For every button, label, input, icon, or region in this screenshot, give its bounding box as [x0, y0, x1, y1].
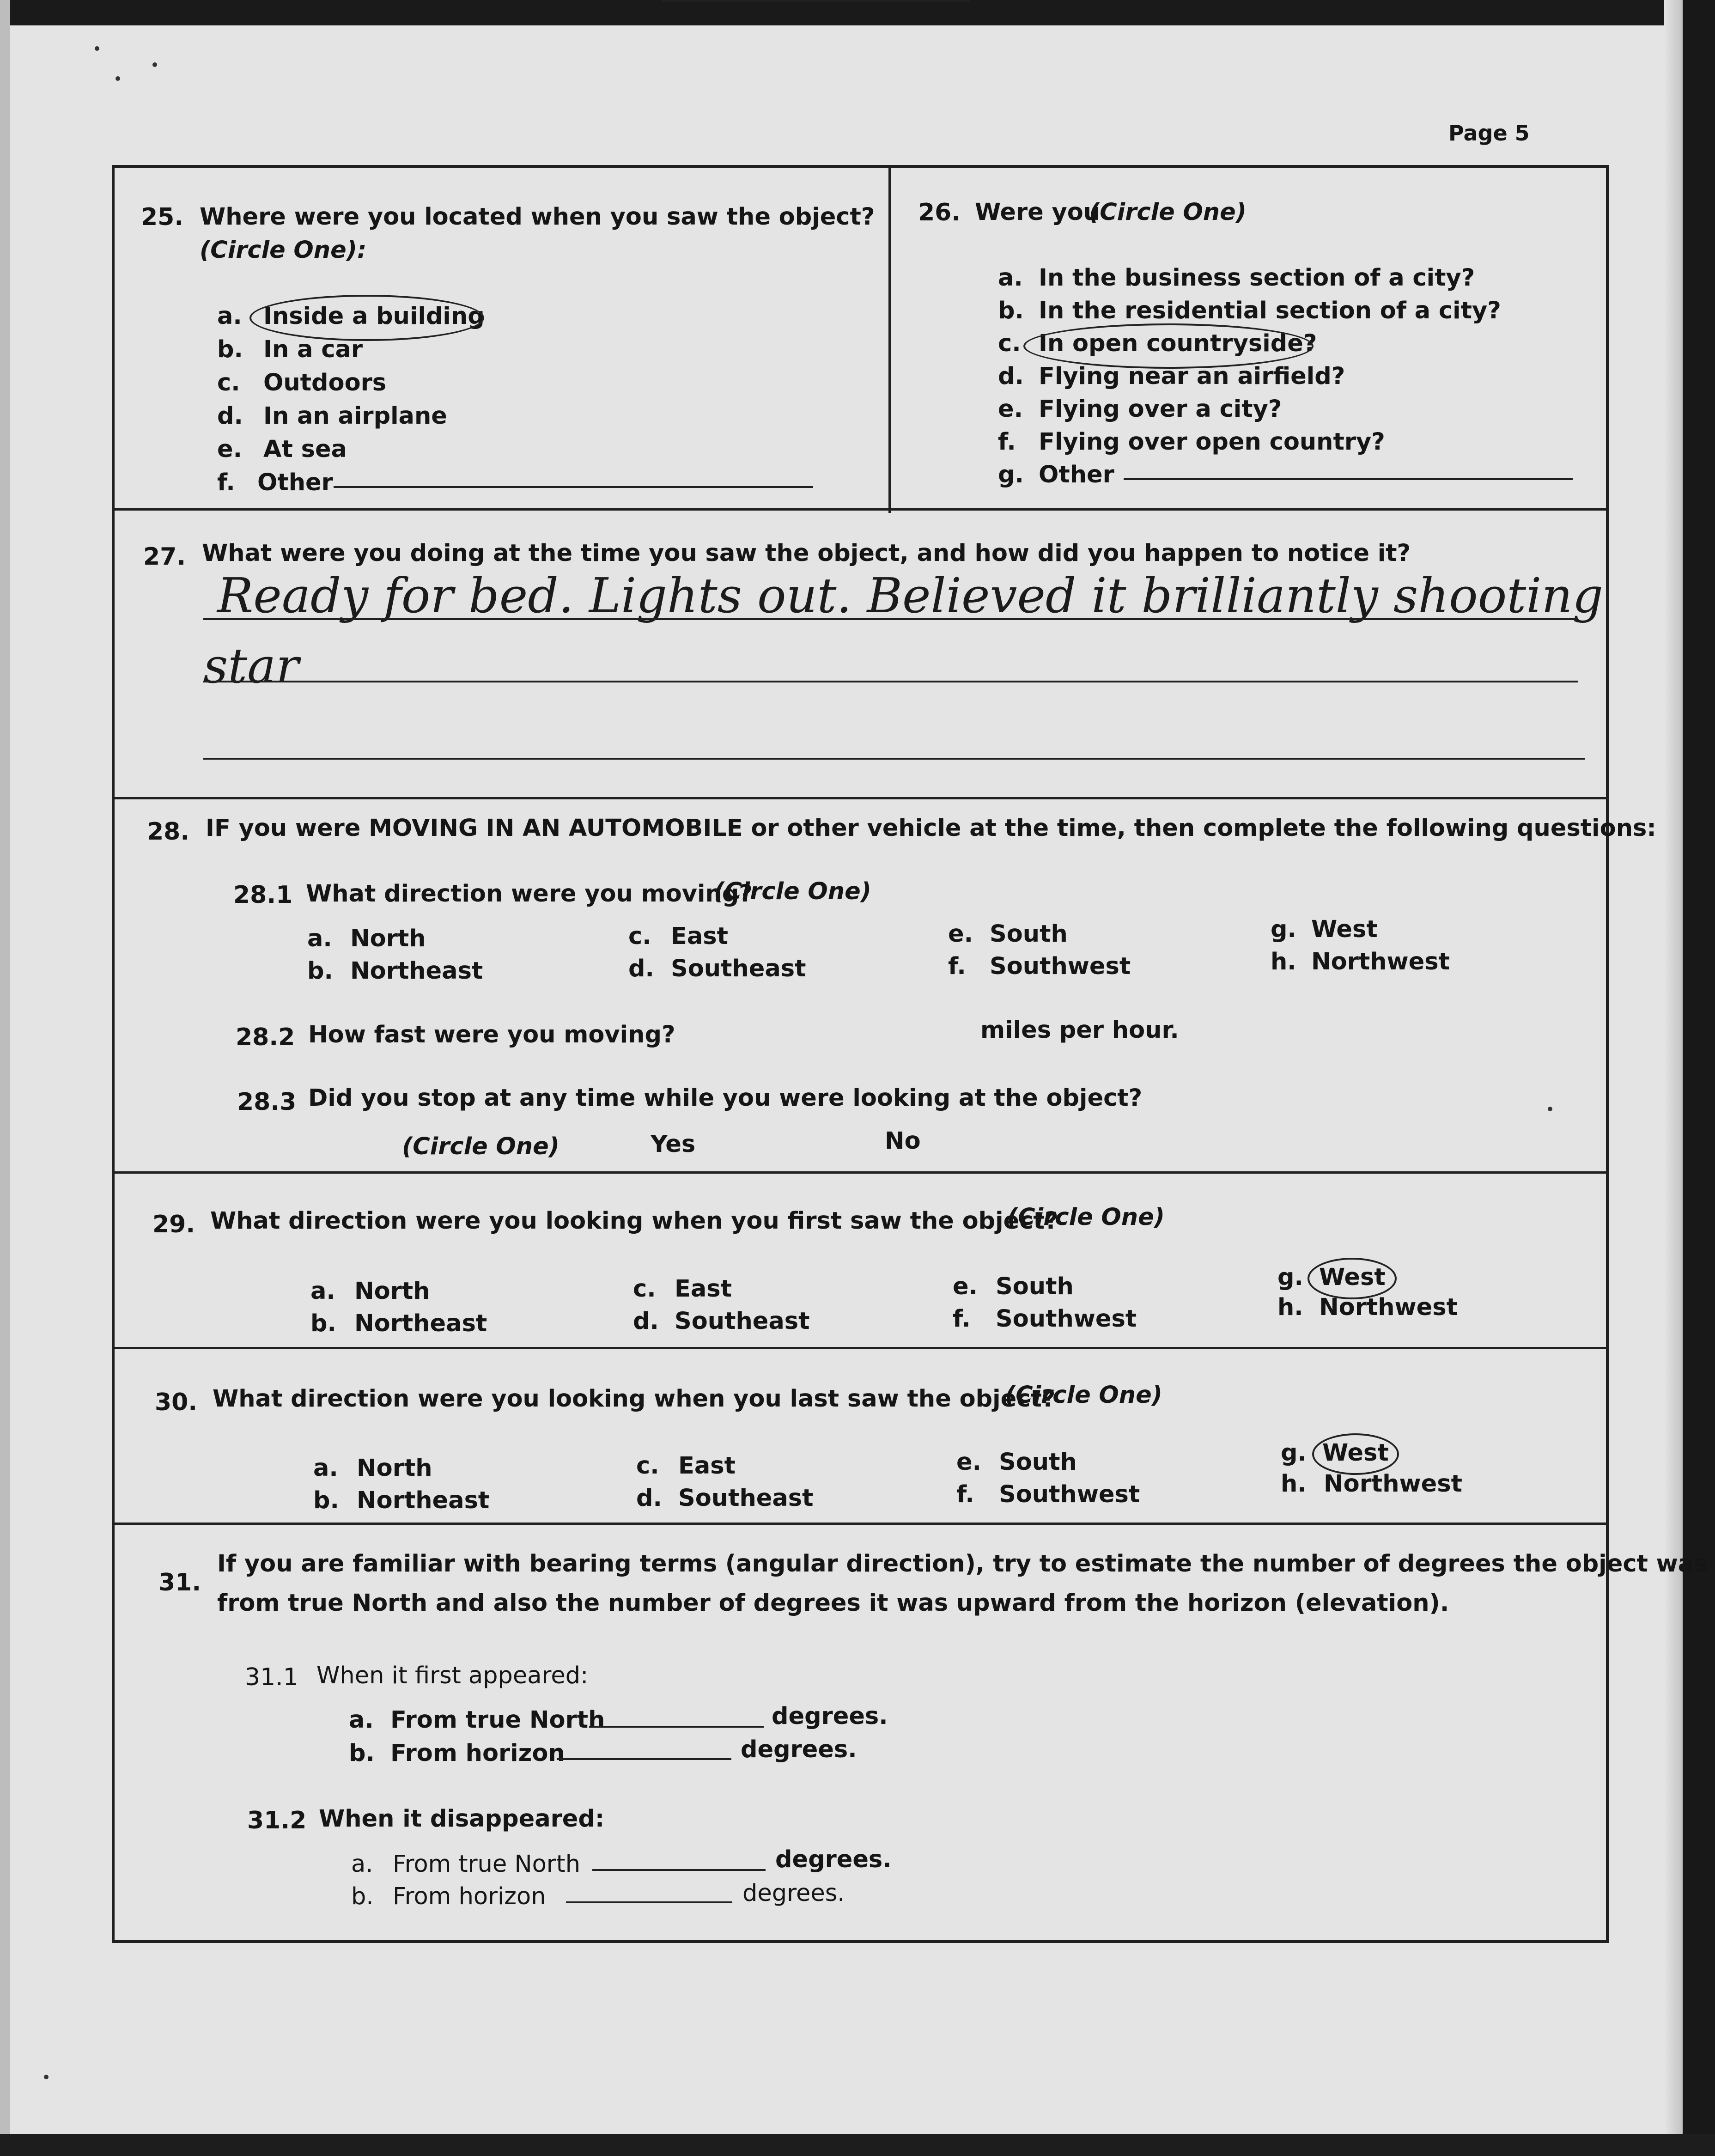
q28-1-option-east[interactable]: East [671, 923, 728, 950]
q28-1-option-south[interactable]: South [990, 920, 1068, 948]
q29-option-south[interactable]: South [996, 1273, 1074, 1300]
q29-option-letter: b. [310, 1310, 336, 1337]
q30-option-southeast[interactable]: Southeast [678, 1485, 814, 1512]
q31-2-b-letter: b. [351, 1883, 374, 1910]
q26-option-letter: c. [998, 330, 1021, 357]
q27-number: 27. [143, 543, 186, 571]
table-bottom-border [112, 1940, 1609, 1943]
q30-question: What direction were you looking when you last saw the object? [213, 1385, 1056, 1413]
q31-2-horizon-degrees-field[interactable] [566, 1901, 732, 1903]
q25-q26-divider [888, 166, 891, 513]
q26-question: Were you [975, 199, 1101, 226]
q30-option-letter: d. [636, 1485, 662, 1512]
table-right-border [1606, 165, 1609, 1943]
q26-answer-circle [1023, 323, 1314, 369]
q26-option-other[interactable]: Other [1039, 461, 1114, 488]
q31-question-line2: from true North and also the number of degrees it was upward from the horizon (elevation). [217, 1590, 1449, 1617]
q26-option-countryside[interactable]: In open countryside? [1039, 330, 1317, 357]
q27-answer-line[interactable] [203, 618, 1578, 620]
q31-1-horizon-degrees-field[interactable] [557, 1758, 731, 1760]
q31-question-line1: If you are familiar with bearing terms (angular direction), try to estimate the number of degrees the object was [217, 1550, 1708, 1577]
q26-option-letter: a. [998, 264, 1023, 292]
q29-option-letter: h. [1277, 1294, 1303, 1321]
q29-option-letter: c. [633, 1275, 656, 1303]
speck [116, 76, 120, 81]
q30-option-letter: e. [956, 1449, 981, 1476]
q29-option-letter: a. [310, 1278, 335, 1305]
q25-option-letter: e. [217, 436, 242, 463]
q29-number: 29. [152, 1211, 195, 1238]
q27-answer-line[interactable] [203, 758, 1585, 760]
q31-2-number: 31.2 [247, 1807, 307, 1834]
q31-2-b-label: From horizon [393, 1883, 546, 1910]
q30-option-letter: c. [636, 1452, 659, 1480]
q28-1-option-letter: g. [1271, 916, 1296, 943]
q29-option-north[interactable]: North [354, 1278, 430, 1305]
q30-option-letter: b. [313, 1487, 339, 1514]
q31-2-label: When it disappeared: [319, 1805, 605, 1833]
q25-option-at-sea[interactable]: At sea [263, 436, 347, 463]
q28-1-option-northeast[interactable]: Northeast [350, 957, 483, 985]
q30-option-letter: h. [1281, 1470, 1307, 1498]
q26-other-field[interactable] [1124, 478, 1573, 480]
q28-1-option-letter: f. [948, 953, 966, 980]
q27-handwritten-answer-line1: Ready for bed. Lights out. Believed it brilliantly shooting [217, 567, 1604, 624]
q31-1-a-unit: degrees. [772, 1703, 888, 1730]
q26-option-letter: b. [998, 297, 1024, 324]
q28-1-option-northwest[interactable]: Northwest [1311, 948, 1450, 975]
section-divider [112, 1347, 1609, 1349]
q28-2-number: 28.2 [236, 1023, 295, 1051]
q26-option-near-airfield[interactable]: Flying near an airfield? [1039, 363, 1345, 390]
q28-1-option-letter: a. [307, 925, 332, 952]
q25-option-letter: a. [217, 303, 242, 330]
q25-instruction: (Circle One): [200, 237, 367, 264]
q30-option-south[interactable]: South [999, 1449, 1077, 1476]
q29-option-northwest[interactable]: Northwest [1319, 1294, 1458, 1321]
q28-2-question: How fast were you moving? [308, 1021, 675, 1048]
q29-instruction: (Circle One) [1007, 1204, 1165, 1231]
page-label: Page 5 [1448, 121, 1530, 146]
q28-3-number: 28.3 [237, 1088, 297, 1116]
q29-question: What direction were you looking when you first saw the object? [210, 1207, 1058, 1235]
scan-shadow-right [1664, 0, 1683, 2156]
q30-option-letter: f. [956, 1481, 974, 1508]
q31-1-b-unit: degrees. [741, 1736, 857, 1763]
table-left-border [112, 165, 115, 1943]
q31-1-number: 31.1 [245, 1663, 298, 1691]
q25-number: 25. [141, 203, 184, 231]
q31-2-a-unit: degrees. [775, 1846, 892, 1873]
q31-1-b-letter: b. [349, 1740, 375, 1767]
q30-instruction: (Circle One) [1005, 1382, 1162, 1409]
q30-option-east[interactable]: East [678, 1452, 736, 1480]
q31-2-a-label: From true North [393, 1851, 581, 1878]
q30-option-letter: g. [1281, 1439, 1307, 1467]
q29-option-southwest[interactable]: Southwest [996, 1305, 1137, 1333]
q30-option-north[interactable]: North [357, 1455, 432, 1482]
q28-1-option-west[interactable]: West [1311, 916, 1378, 943]
q31-1-a-label: From true North [390, 1706, 605, 1734]
q31-2-b-unit: degrees. [742, 1880, 845, 1907]
section-divider [112, 1171, 1609, 1174]
q30-option-northwest[interactable]: Northwest [1324, 1470, 1462, 1498]
q29-option-letter: d. [633, 1308, 659, 1335]
scan-border-bottom [0, 2134, 1715, 2156]
q31-number: 31. [158, 1569, 201, 1596]
q27-question: What were you doing at the time you saw the object, and how did you happen to notice it? [202, 540, 1411, 567]
q29-option-west[interactable]: West [1319, 1264, 1386, 1291]
q28-number: 28. [147, 818, 190, 846]
q28-3-option-no[interactable]: No [885, 1127, 921, 1155]
q26-instruction: (Circle One) [1089, 199, 1247, 226]
q30-option-southwest[interactable]: Southwest [999, 1481, 1140, 1508]
section-divider [112, 797, 1609, 799]
q28-1-option-letter: c. [628, 923, 651, 950]
q31-2-north-degrees-field[interactable] [592, 1869, 766, 1871]
q26-option-over-city[interactable]: Flying over a city? [1039, 396, 1282, 423]
q28-2-unit: miles per hour. [980, 1017, 1179, 1044]
q31-1-a-letter: a. [349, 1706, 374, 1734]
q25-option-letter: c. [217, 369, 240, 396]
q28-3-instruction: (Circle One) [402, 1133, 560, 1160]
q25-option-other[interactable]: Other [257, 469, 333, 496]
q25-option-in-car[interactable]: In a car [263, 336, 363, 363]
section-divider [112, 1523, 1609, 1525]
q25-question: Where were you located when you saw the object? [200, 203, 875, 231]
q29-answer-circle [1308, 1258, 1397, 1299]
q27-answer-line[interactable] [203, 681, 1578, 682]
q25-option-inside-building[interactable]: Inside a building [263, 303, 485, 330]
q30-option-west[interactable]: West [1322, 1439, 1389, 1467]
q26-number: 26. [918, 199, 961, 226]
q25-other-field[interactable] [334, 486, 813, 488]
section-divider [112, 508, 1609, 511]
speck [152, 62, 157, 67]
q28-2-speed-field[interactable] [662, 0, 970, 2]
q29-option-letter: f. [953, 1305, 971, 1333]
q27-handwritten-answer-line2: star [203, 638, 299, 694]
q28-1-option-southeast[interactable]: Southeast [671, 955, 806, 982]
q28-question: IF you were MOVING IN AN AUTOMOBILE or other vehicle at the time, then complete the following questions: [206, 815, 1656, 842]
q26-option-letter: g. [998, 461, 1024, 488]
q29-option-letter: g. [1277, 1264, 1303, 1291]
q29-option-southeast[interactable]: Southeast [675, 1308, 810, 1335]
q26-option-letter: d. [998, 363, 1024, 390]
scan-border-right [1683, 0, 1715, 2156]
q30-option-letter: a. [313, 1455, 338, 1482]
q31-2-a-letter: a. [351, 1851, 373, 1878]
q28-3-option-yes[interactable]: Yes [651, 1131, 696, 1158]
speck [44, 2075, 49, 2079]
q26-option-letter: f. [998, 428, 1016, 456]
q30-number: 30. [155, 1389, 198, 1416]
q28-1-option-letter: d. [628, 955, 654, 982]
q26-option-over-country[interactable]: Flying over open country? [1039, 428, 1385, 456]
q26-option-business[interactable]: In the business section of a city? [1039, 264, 1475, 292]
q25-option-letter: b. [217, 336, 243, 363]
table-top-border [112, 165, 1609, 168]
q26-option-residential[interactable]: In the residential section of a city? [1039, 297, 1501, 324]
q30-answer-circle [1312, 1433, 1399, 1475]
scan-border-left [0, 0, 10, 2156]
q28-1-option-southwest[interactable]: Southwest [990, 953, 1131, 980]
q31-1-north-degrees-field[interactable] [589, 1726, 764, 1728]
q31-1-b-label: From horizon [390, 1740, 565, 1767]
speck [1548, 1107, 1552, 1111]
q25-answer-circle [249, 295, 484, 341]
q28-1-option-letter: h. [1271, 948, 1296, 975]
q25-option-letter: d. [217, 402, 243, 430]
q28-1-option-north[interactable]: North [350, 925, 426, 952]
q28-1-instruction: (Circle One) [714, 878, 871, 905]
q25-option-letter: f. [217, 469, 235, 496]
q31-1-label: When it first appeared: [316, 1662, 589, 1689]
q28-1-option-letter: e. [948, 920, 973, 948]
q30-option-northeast[interactable]: Northeast [357, 1487, 490, 1514]
q28-1-option-letter: b. [307, 957, 333, 985]
q26-option-letter: e. [998, 396, 1023, 423]
q25-option-airplane[interactable]: In an airplane [263, 402, 447, 430]
q29-option-northeast[interactable]: Northeast [354, 1310, 487, 1337]
q28-1-number: 28.1 [233, 881, 293, 909]
speck [95, 46, 99, 51]
q29-option-letter: e. [953, 1273, 978, 1300]
q28-3-question: Did you stop at any time while you were looking at the object? [308, 1084, 1143, 1112]
q29-option-east[interactable]: East [675, 1275, 732, 1303]
scan-border-top [0, 0, 1715, 25]
q25-option-outdoors[interactable]: Outdoors [263, 369, 387, 396]
q28-1-question: What direction were you moving? [306, 880, 753, 907]
